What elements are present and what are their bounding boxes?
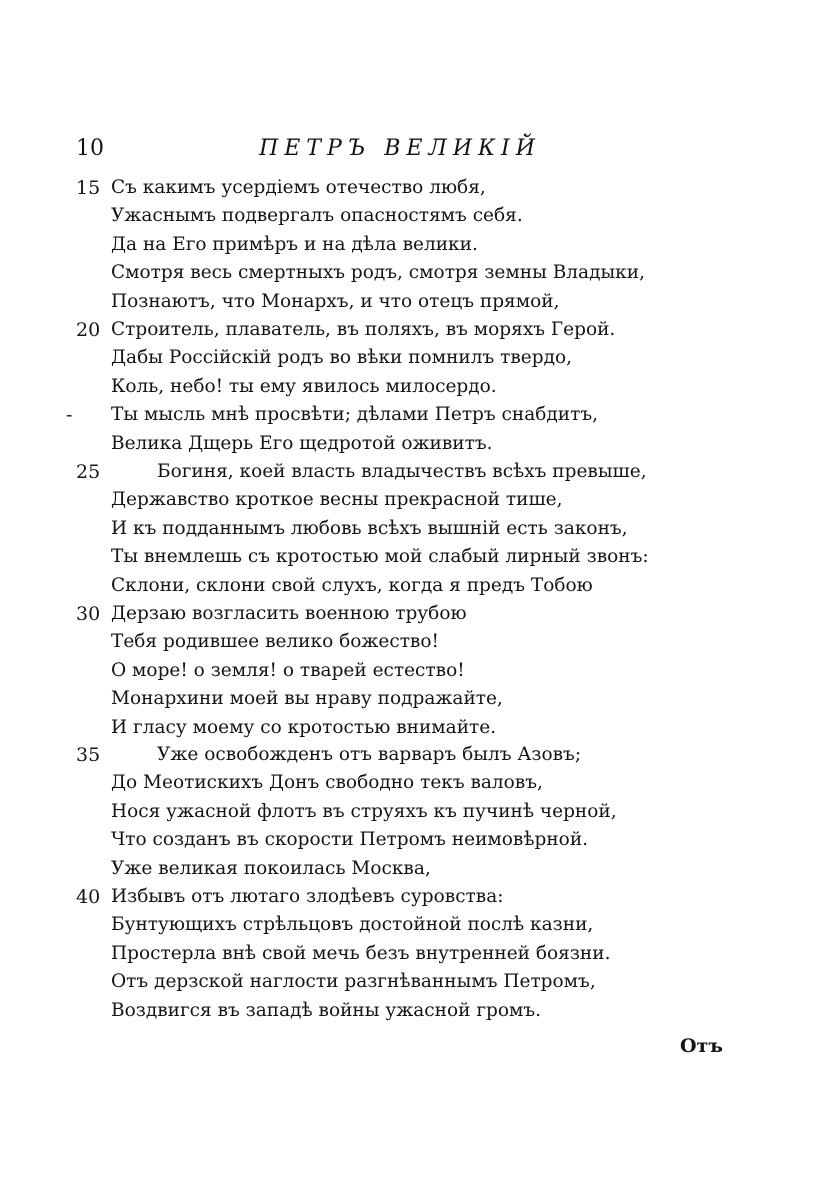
verse-line bbox=[0, 458, 840, 486]
verse-text: До Меотискихъ Донъ свободно текъ валовъ, bbox=[111, 772, 543, 794]
line-number: 20 bbox=[76, 318, 101, 341]
verse-line bbox=[0, 628, 840, 656]
verse-text: Воздвигся въ западѣ войны ужасной громъ. bbox=[111, 999, 542, 1021]
verse-text: Да на Его примѣръ и на дѣла велики. bbox=[111, 233, 478, 255]
verse-text: Строитель, плаватель, въ поляхъ, въ моряхъ Герой. bbox=[111, 318, 616, 340]
stanza bbox=[0, 458, 840, 742]
verse-text: Бунтующихъ стрѣльцовъ достойной послѣ казни, bbox=[111, 914, 594, 936]
verse-text: Склони, склони свой слухъ, когда я предъ Тобою bbox=[111, 574, 593, 596]
verse-line bbox=[0, 883, 840, 911]
verse-text: Коль, небо! ты ему явилось милосердо. bbox=[111, 375, 497, 397]
verse-line bbox=[0, 344, 840, 372]
running-title: ПЕТРЪ ВЕЛИКІЙ bbox=[259, 136, 541, 161]
verse-text: И къ подданнымъ любовь всѣхъ вышній есть законъ, bbox=[111, 517, 628, 539]
verse-text: Ты внемлешь съ кротостью мой слабый лирный звонъ: bbox=[111, 546, 649, 568]
verse-line bbox=[0, 798, 840, 826]
verse-text: Тебя родившее велико божество! bbox=[111, 631, 439, 653]
margin-mark: - bbox=[66, 404, 73, 427]
verse-text: Нося ужасной флотъ въ струяхъ къ пучинѣ черной, bbox=[111, 800, 617, 822]
verse-line bbox=[0, 174, 840, 202]
verse-line bbox=[0, 855, 840, 883]
verse-line bbox=[0, 515, 840, 543]
line-number: 40 bbox=[76, 885, 101, 908]
verse-line bbox=[0, 543, 840, 571]
verse-text: Простерла внѣ свой мечь безъ внутренней боязни. bbox=[111, 942, 611, 964]
line-number: 15 bbox=[76, 177, 101, 199]
verse-line bbox=[0, 657, 840, 685]
verse-text: Державство кроткое весны прекрасной тише, bbox=[111, 489, 563, 511]
verse-line bbox=[0, 259, 840, 287]
verse-line bbox=[0, 685, 840, 713]
verse-line bbox=[0, 741, 840, 769]
verse-line bbox=[0, 940, 840, 968]
verse-text: О море! о земля! о тварей естество! bbox=[111, 659, 465, 681]
verse-text: Велика Дщерь Его щедротой оживитъ. bbox=[111, 432, 493, 454]
verse-text: Что созданъ въ скорости Петромъ неимовѣрной. bbox=[111, 829, 589, 851]
verse-line bbox=[0, 288, 840, 316]
catchword: Отъ bbox=[680, 1035, 723, 1057]
verse-line bbox=[0, 373, 840, 401]
stanza bbox=[0, 174, 840, 458]
verse-text: Ты мысль мнѣ просвѣти; дѣлами Петръ снабдитъ, bbox=[111, 404, 599, 426]
page-number: 10 bbox=[76, 136, 104, 161]
verse-text: И гласу моему со кротостью внимайте. bbox=[111, 716, 497, 738]
verse-text: Богиня, коей власть владычествъ всѣхъ превыше, bbox=[157, 461, 647, 482]
verse-text: Познаютъ, что Монархъ, и что отецъ прямой, bbox=[111, 290, 560, 312]
verse-line bbox=[0, 572, 840, 600]
verse-line bbox=[0, 826, 840, 854]
verse-text: Дерзаю возгласить военною трубою bbox=[111, 602, 467, 624]
verse-line bbox=[0, 911, 840, 939]
verse-line bbox=[0, 714, 840, 742]
verse-text: Уже освобожденъ отъ варваръ былъ Азовъ; bbox=[157, 744, 582, 765]
line-number: 30 bbox=[76, 602, 101, 625]
verse-line bbox=[0, 430, 840, 458]
verse-line bbox=[0, 600, 840, 628]
verse-text: Ужаснымъ подвергалъ опасностямъ себя. bbox=[111, 205, 523, 227]
verse-text: Избывъ отъ лютаго злодѣевъ суровства: bbox=[111, 885, 504, 907]
verse-line bbox=[0, 968, 840, 996]
verse-line bbox=[0, 401, 840, 429]
line-number: 35 bbox=[76, 744, 101, 766]
line-number: 25 bbox=[76, 461, 101, 483]
verse-line bbox=[0, 202, 840, 230]
verse-line bbox=[0, 997, 840, 1025]
verse-text: Монархини моей вы нраву подражайте, bbox=[111, 688, 503, 710]
verse-line bbox=[0, 231, 840, 259]
verse-text: Уже великая покоилась Москва, bbox=[111, 857, 431, 879]
verse-line bbox=[0, 316, 840, 344]
verse-text: Смотря весь смертныхъ родъ, смотря земны Владыки, bbox=[111, 262, 645, 284]
verse-text: Съ какимъ усердіемъ отечество любя, bbox=[111, 177, 486, 198]
stanza bbox=[0, 741, 840, 1025]
verse-line bbox=[0, 486, 840, 514]
verse-text: Отъ дерзской наглости разгнѣваннымъ Петромъ, bbox=[111, 971, 596, 993]
verse-line bbox=[0, 769, 840, 797]
verse-text: Дабы Россійскій родъ во вѣки помнилъ твердо, bbox=[111, 347, 572, 369]
